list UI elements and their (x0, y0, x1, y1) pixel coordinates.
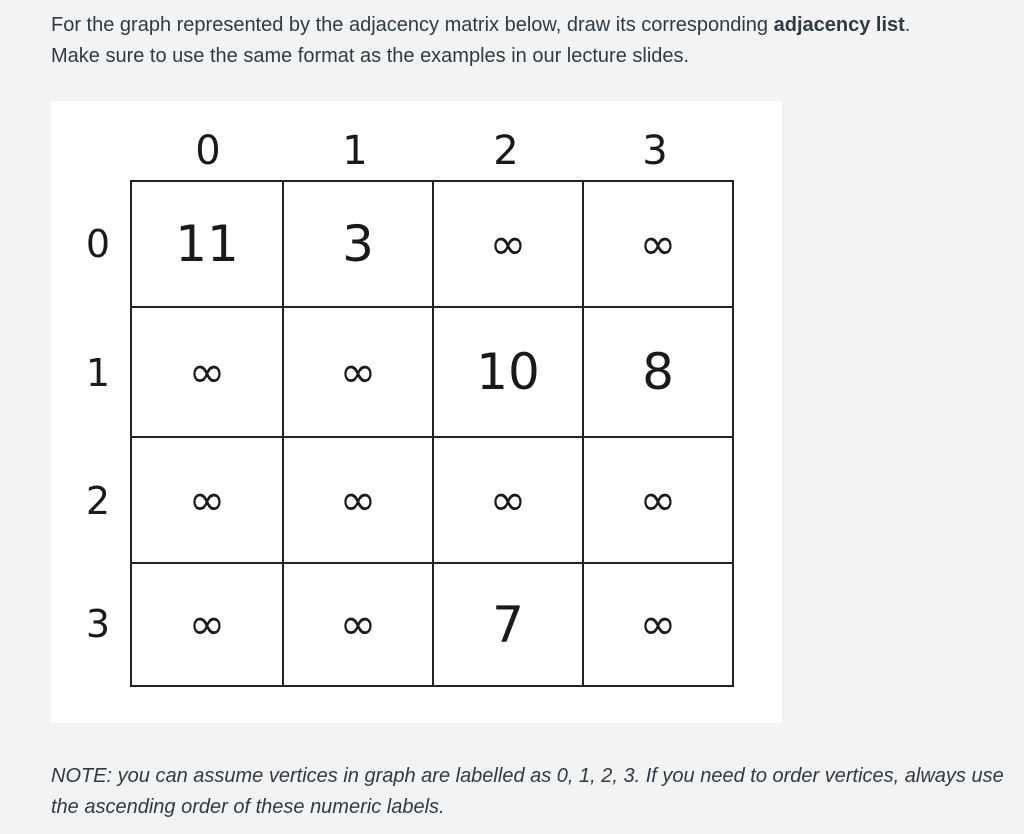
question-text (51, 10, 1011, 72)
question-text-part: . (904, 14, 911, 36)
matrix-cell-1-0: ∞ (132, 308, 284, 438)
matrix-cell-3-1: ∞ (284, 564, 434, 685)
matrix-cell-2-0: ∞ (132, 438, 284, 564)
column-header-2: 2 (493, 128, 519, 174)
matrix-cell-1-1: ∞ (284, 308, 434, 438)
note-line-2: the ascending order of these numeric labels. (51, 796, 445, 818)
note-text (51, 761, 1016, 823)
matrix-cell-3-3: ∞ (639, 599, 677, 650)
question-line-1 (51, 10, 1011, 41)
adjacency-matrix-grid (130, 180, 734, 687)
row-header-2: 2 (85, 479, 111, 523)
matrix-cell-0-1: 3 (284, 182, 434, 308)
matrix-cell-1-3: 8 (584, 308, 732, 438)
row-header-3: 3 (85, 602, 111, 646)
row-header-1: 1 (85, 351, 111, 395)
column-header-1: 1 (342, 128, 368, 174)
matrix-cell-0-0: 11 (132, 182, 284, 308)
matrix-cell-1-2: 10 (434, 308, 584, 438)
column-header-3: 3 (642, 128, 668, 174)
question-text-part: For the graph represented by the adjacency matrix below, draw its corresponding (51, 14, 774, 36)
matrix-cell-2-3: ∞ (584, 438, 732, 564)
note-line-1: NOTE: you can assume vertices in graph are labelled as 0, 1, 2, 3. If you need to order vertices, always use (51, 765, 1004, 787)
matrix-cell-0-3: ∞ (584, 182, 732, 308)
question-line-2: Make sure to use the same format as the examples in our lecture slides. (51, 45, 690, 67)
matrix-cell-0-2: ∞ (434, 182, 584, 308)
matrix-cell-3-2: 7 (434, 564, 584, 685)
question-emphasis: adjacency list (773, 14, 905, 36)
column-header-0: 0 (195, 128, 221, 174)
matrix-cell-3-0: ∞ (132, 564, 284, 685)
matrix-cell-2-2: ∞ (434, 438, 584, 564)
matrix-cell-2-1: ∞ (284, 438, 434, 564)
row-header-0: 0 (85, 222, 111, 266)
